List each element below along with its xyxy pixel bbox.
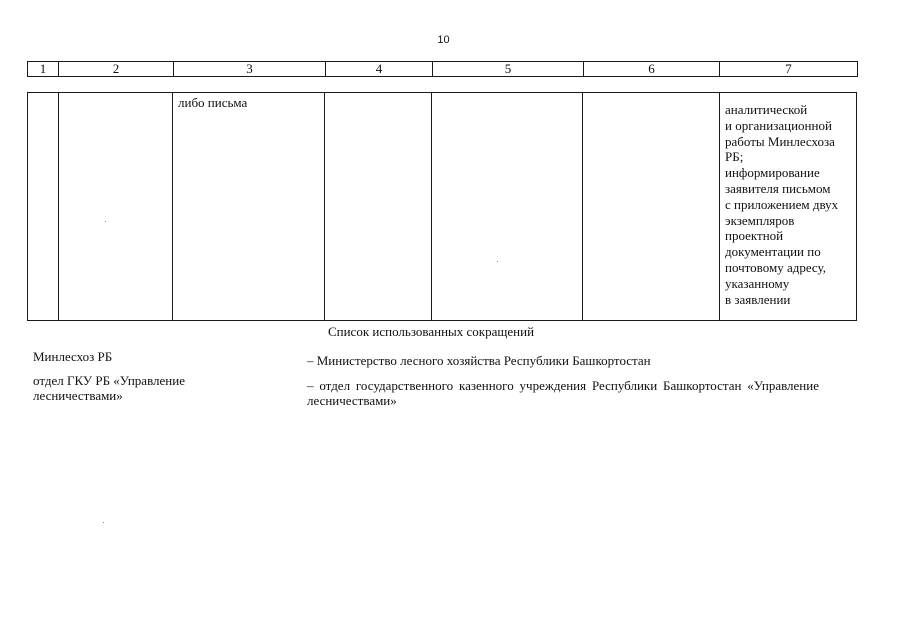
- column-number-2: 2: [59, 62, 174, 77]
- abbreviation-definition-2: – отдел государственного казенного учреждения Республики Башкортостан «Управление лесничествами»: [307, 378, 819, 408]
- table-cell-2: [59, 93, 173, 321]
- abbreviation-term-2: отдел ГКУ РБ «Управление лесничествами»: [33, 373, 185, 403]
- table-body-row: [27, 92, 857, 321]
- scan-speck: [497, 261, 498, 262]
- column-number-6: 6: [584, 62, 720, 77]
- cell-7-text: аналитической и организационной работы Минлесхоза РБ; информирование заявителя письмом с приложением двух экземпляров проектной документации по почтовому адресу, указанному в заявлении: [725, 102, 839, 307]
- column-number-4: 4: [326, 62, 433, 77]
- scan-speck: [105, 221, 106, 222]
- abbreviation-definition-1: – Министерство лесного хозяйства Республики Башкортостан: [307, 353, 651, 368]
- table-cell-4: [325, 93, 432, 321]
- page-number: 10: [437, 34, 450, 46]
- table-cell-7: [720, 93, 857, 321]
- column-number-5: 5: [433, 62, 584, 77]
- table-cell-5: [432, 93, 583, 321]
- table-header-row: [27, 61, 858, 77]
- abbreviation-term-1: Минлесхоз РБ: [33, 349, 113, 364]
- table-cell-6: [583, 93, 720, 321]
- abbreviations-title: Список использованных сокращений: [327, 324, 535, 339]
- table-cell-3: [173, 93, 325, 321]
- column-number-1: 1: [28, 62, 59, 77]
- table-cell-1: [28, 93, 59, 321]
- column-number-3: 3: [174, 62, 326, 77]
- column-number-7: 7: [720, 62, 858, 77]
- scan-speck: [103, 522, 104, 523]
- cell-3-text: либо письма: [178, 95, 248, 110]
